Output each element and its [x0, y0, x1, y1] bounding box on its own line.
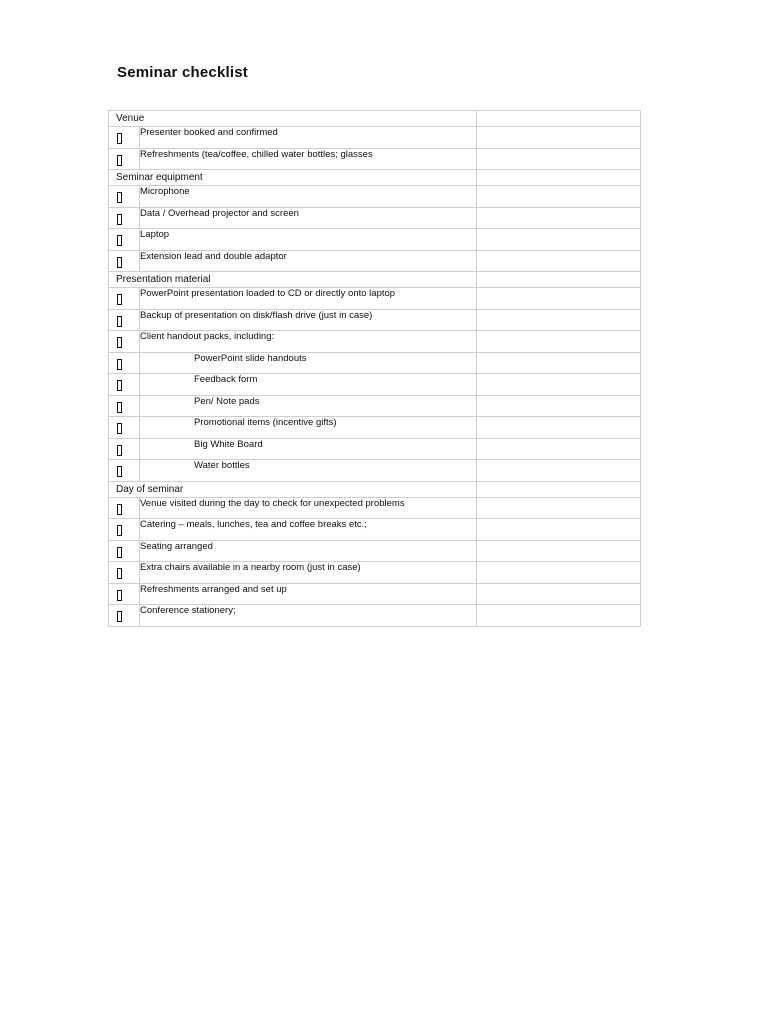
checkbox-cell[interactable]: [109, 229, 140, 251]
checklist-item-label: Catering – meals, lunches, tea and coffee breaks etc.;: [140, 519, 477, 541]
item-notes-cell: [477, 460, 641, 482]
checklist-item-row: [109, 583, 641, 605]
checklist-item-row: [109, 605, 641, 627]
item-notes-cell: [477, 417, 641, 439]
checkbox-cell[interactable]: [109, 460, 140, 482]
checklist-item-row: [109, 127, 641, 149]
section-notes-cell: [477, 170, 641, 186]
checklist-item-row: [109, 519, 641, 541]
page-title: Seminar checklist: [117, 64, 248, 81]
checkbox-icon[interactable]: [117, 611, 122, 622]
section-header-row: [109, 272, 641, 288]
checklist-item-label: Venue visited during the day to check for unexpected problems: [140, 497, 477, 519]
checklist-item-label: Promotional items (incentive gifts): [140, 417, 477, 439]
checklist-item-row: [109, 562, 641, 584]
section-notes-cell: [477, 481, 641, 497]
checkbox-icon[interactable]: [117, 547, 122, 558]
checkbox-cell[interactable]: [109, 250, 140, 272]
checkbox-cell[interactable]: [109, 374, 140, 396]
checkbox-icon[interactable]: [117, 235, 122, 246]
checkbox-cell[interactable]: [109, 148, 140, 170]
item-notes-cell: [477, 374, 641, 396]
checklist-item-label: Refreshments (tea/coffee, chilled water bottles; glasses: [140, 148, 477, 170]
section-notes-cell: [477, 111, 641, 127]
section-heading: Day of seminar: [109, 481, 477, 497]
checklist-item-label: Extra chairs available in a nearby room (just in case): [140, 562, 477, 584]
checkbox-cell[interactable]: [109, 395, 140, 417]
checklist-item-row: [109, 331, 641, 353]
checkbox-icon[interactable]: [117, 590, 122, 601]
checkbox-icon[interactable]: [117, 316, 122, 327]
item-notes-cell: [477, 309, 641, 331]
section-heading: Seminar equipment: [109, 170, 477, 186]
checklist-item-label: Water bottles: [140, 460, 477, 482]
checkbox-cell[interactable]: [109, 438, 140, 460]
section-notes-cell: [477, 272, 641, 288]
section-heading: Venue: [109, 111, 477, 127]
checklist-item-row: [109, 417, 641, 439]
checkbox-icon[interactable]: [117, 525, 122, 536]
checkbox-icon[interactable]: [117, 214, 122, 225]
checklist-item-label: Presenter booked and confirmed: [140, 127, 477, 149]
checkbox-icon[interactable]: [117, 257, 122, 268]
checkbox-cell[interactable]: [109, 127, 140, 149]
checklist-item-label: Extension lead and double adaptor: [140, 250, 477, 272]
checkbox-cell[interactable]: [109, 497, 140, 519]
checklist-item-row: [109, 229, 641, 251]
checkbox-icon[interactable]: [117, 504, 122, 515]
checklist-item-label: Big White Board: [140, 438, 477, 460]
checkbox-cell[interactable]: [109, 309, 140, 331]
item-notes-cell: [477, 395, 641, 417]
checkbox-cell[interactable]: [109, 186, 140, 208]
item-notes-cell: [477, 186, 641, 208]
checklist-item-row: [109, 497, 641, 519]
checklist-item-row: [109, 288, 641, 310]
checklist-item-label: Conference stationery;: [140, 605, 477, 627]
item-notes-cell: [477, 127, 641, 149]
section-header-row: [109, 170, 641, 186]
checklist-table: [108, 110, 641, 627]
checklist-item-label: Laptop: [140, 229, 477, 251]
checklist-item-label: Seating arranged: [140, 540, 477, 562]
checklist-item-row: [109, 250, 641, 272]
checkbox-cell[interactable]: [109, 562, 140, 584]
checkbox-icon[interactable]: [117, 359, 122, 370]
item-notes-cell: [477, 148, 641, 170]
checklist-item-label: Refreshments arranged and set up: [140, 583, 477, 605]
checkbox-cell[interactable]: [109, 417, 140, 439]
checklist-item-label: Data / Overhead projector and screen: [140, 207, 477, 229]
item-notes-cell: [477, 288, 641, 310]
checkbox-cell[interactable]: [109, 540, 140, 562]
checkbox-cell[interactable]: [109, 288, 140, 310]
item-notes-cell: [477, 562, 641, 584]
checklist-item-row: [109, 438, 641, 460]
checklist-item-row: [109, 374, 641, 396]
checklist-item-label: Microphone: [140, 186, 477, 208]
checklist-item-label: Backup of presentation on disk/flash drive (just in case): [140, 309, 477, 331]
checkbox-icon[interactable]: [117, 423, 122, 434]
checkbox-icon[interactable]: [117, 466, 122, 477]
section-header-row: [109, 111, 641, 127]
item-notes-cell: [477, 352, 641, 374]
item-notes-cell: [477, 438, 641, 460]
item-notes-cell: [477, 605, 641, 627]
item-notes-cell: [477, 331, 641, 353]
checklist-item-label: PowerPoint presentation loaded to CD or directly onto laptop: [140, 288, 477, 310]
checkbox-icon[interactable]: [117, 155, 122, 166]
checkbox-icon[interactable]: [117, 568, 122, 579]
checklist-item-row: [109, 540, 641, 562]
checklist-item-label: Client handout packs, including:: [140, 331, 477, 353]
checklist-item-row: [109, 309, 641, 331]
checkbox-cell[interactable]: [109, 583, 140, 605]
checkbox-icon[interactable]: [117, 294, 122, 305]
checklist-item-row: [109, 207, 641, 229]
checkbox-icon[interactable]: [117, 337, 122, 348]
checkbox-cell[interactable]: [109, 605, 140, 627]
checkbox-cell[interactable]: [109, 352, 140, 374]
item-notes-cell: [477, 229, 641, 251]
checklist-item-row: [109, 395, 641, 417]
checklist-body: [109, 111, 641, 627]
checkbox-icon[interactable]: [117, 192, 122, 203]
checkbox-icon[interactable]: [117, 445, 122, 456]
checkbox-icon[interactable]: [117, 133, 122, 144]
checkbox-icon[interactable]: [117, 402, 122, 413]
checklist-item-label: Pen/ Note pads: [140, 395, 477, 417]
item-notes-cell: [477, 250, 641, 272]
checklist-item-row: [109, 186, 641, 208]
checkbox-icon[interactable]: [117, 380, 122, 391]
checklist-item-label: Feedback form: [140, 374, 477, 396]
section-heading: Presentation material: [109, 272, 477, 288]
item-notes-cell: [477, 497, 641, 519]
checklist-item-row: [109, 148, 641, 170]
checkbox-cell[interactable]: [109, 331, 140, 353]
checklist-item-row: [109, 352, 641, 374]
item-notes-cell: [477, 207, 641, 229]
checkbox-cell[interactable]: [109, 519, 140, 541]
item-notes-cell: [477, 519, 641, 541]
checklist-item-label: PowerPoint slide handouts: [140, 352, 477, 374]
item-notes-cell: [477, 540, 641, 562]
item-notes-cell: [477, 583, 641, 605]
checklist-item-row: [109, 460, 641, 482]
section-header-row: [109, 481, 641, 497]
checkbox-cell[interactable]: [109, 207, 140, 229]
